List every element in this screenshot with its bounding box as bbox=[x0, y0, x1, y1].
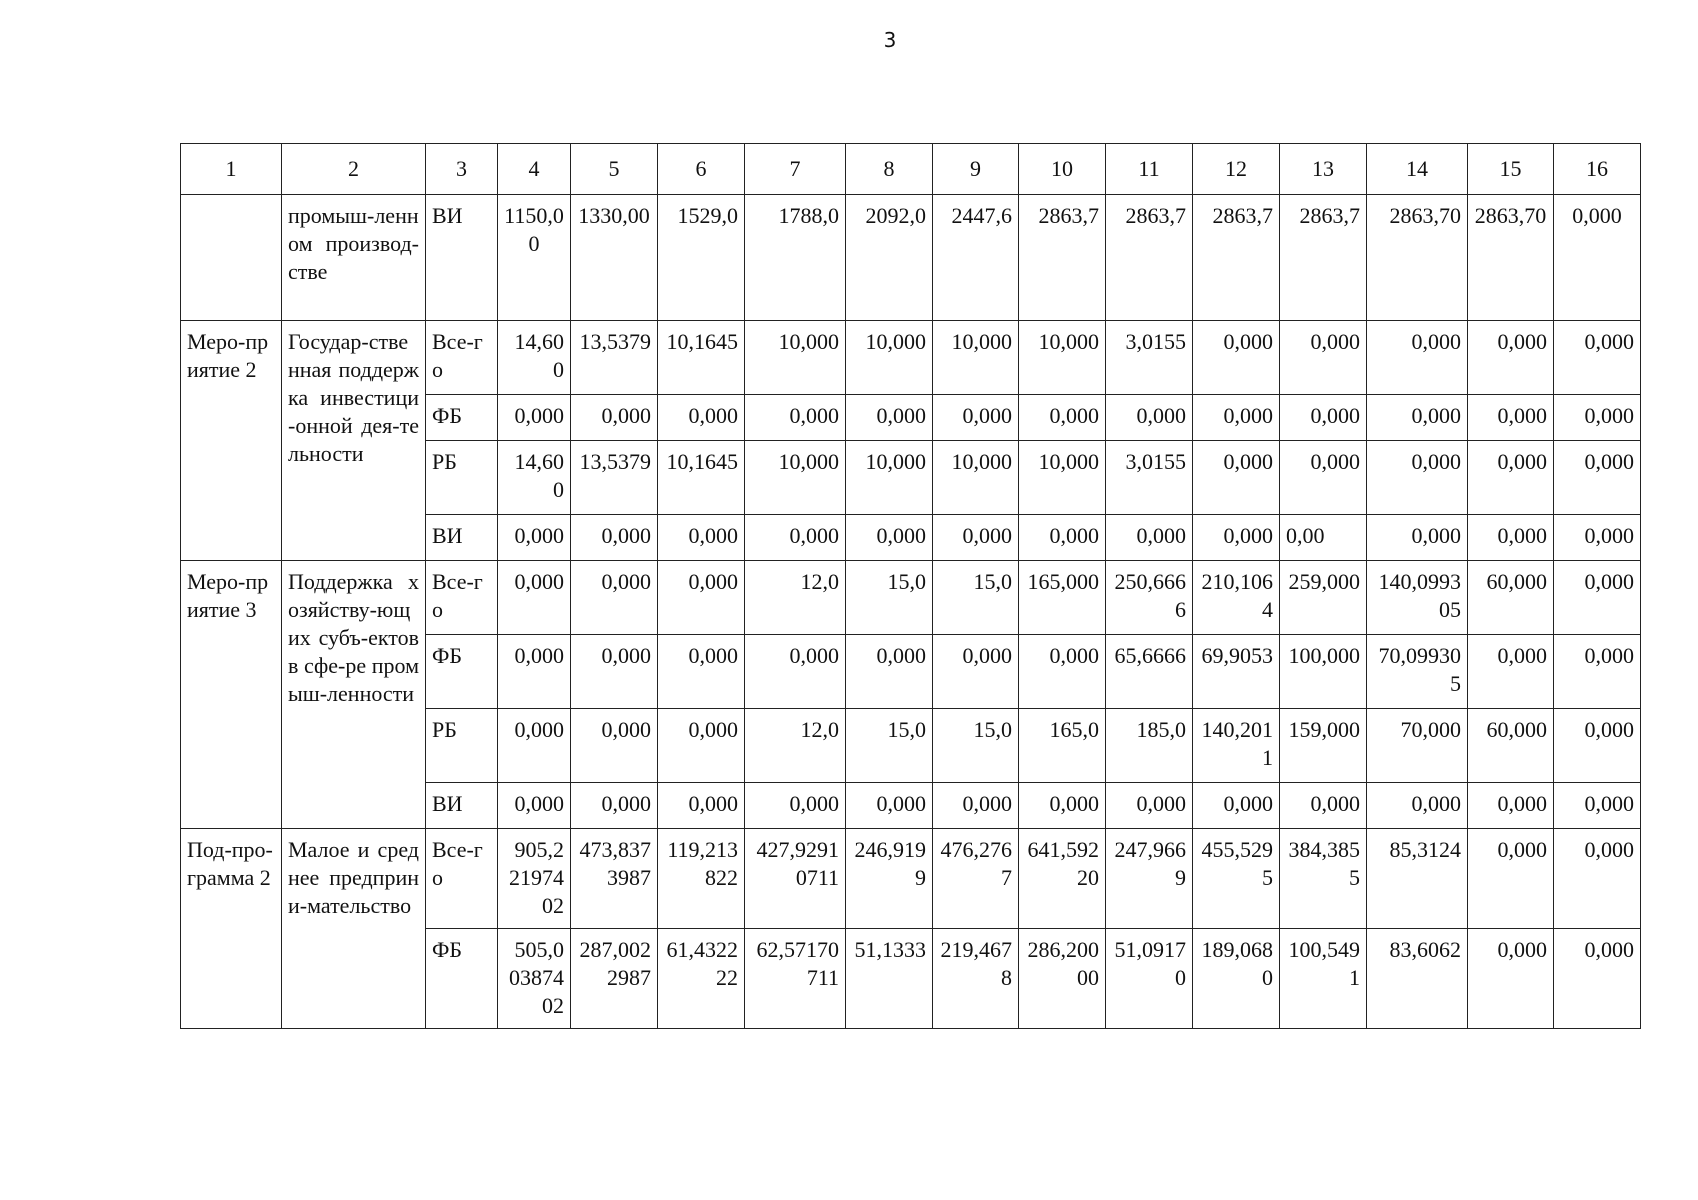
value-cell: 0,000 bbox=[846, 395, 933, 441]
value-cell: 246,9199 bbox=[846, 829, 933, 929]
value-cell: 0,000 bbox=[1554, 929, 1641, 1029]
value-cell: 69,9053 bbox=[1193, 635, 1280, 709]
value-cell: 1529,0 bbox=[658, 195, 745, 321]
value-cell: 0,000 bbox=[1468, 929, 1554, 1029]
value-cell: 10,1645 bbox=[658, 321, 745, 395]
value-cell: 0,000 bbox=[1554, 395, 1641, 441]
value-cell: 15,0 bbox=[846, 709, 933, 783]
value-cell: 247,9669 bbox=[1106, 829, 1193, 929]
value-cell: 2863,7 bbox=[1106, 195, 1193, 321]
header-row bbox=[181, 144, 1641, 195]
value-cell: 85,3124 bbox=[1367, 829, 1468, 929]
column-number-header: 10 bbox=[1019, 144, 1106, 195]
value-cell: 0,000 bbox=[571, 783, 658, 829]
value-cell: 10,000 bbox=[745, 441, 846, 515]
value-cell: 0,000 bbox=[1468, 783, 1554, 829]
funding-source-cell: ФБ bbox=[426, 929, 498, 1029]
value-cell: 0,00 bbox=[1280, 515, 1367, 561]
value-cell: 0,000 bbox=[933, 635, 1019, 709]
column-number-header: 16 bbox=[1554, 144, 1641, 195]
value-cell: 0,000 bbox=[1193, 395, 1280, 441]
value-cell: 0,000 bbox=[1019, 783, 1106, 829]
value-cell: 0,000 bbox=[1280, 321, 1367, 395]
value-cell: 0,000 bbox=[498, 395, 571, 441]
value-cell: 15,0 bbox=[933, 709, 1019, 783]
value-cell: 10,000 bbox=[745, 321, 846, 395]
value-cell: 905,22197402 bbox=[498, 829, 571, 929]
value-cell: 0,000 bbox=[1019, 515, 1106, 561]
value-cell: 0,000 bbox=[1367, 321, 1468, 395]
value-cell: 0,000 bbox=[1554, 783, 1641, 829]
value-cell: 259,000 bbox=[1280, 561, 1367, 635]
value-cell: 2863,70 bbox=[1468, 195, 1554, 321]
column-number-header: 8 bbox=[846, 144, 933, 195]
funding-source-cell: ФБ bbox=[426, 635, 498, 709]
value-cell: 0,000 bbox=[1019, 395, 1106, 441]
value-cell: 1330,00 bbox=[571, 195, 658, 321]
value-cell: 250,6666 bbox=[1106, 561, 1193, 635]
value-cell: 14,600 bbox=[498, 441, 571, 515]
value-cell: 0,000 bbox=[1554, 561, 1641, 635]
column-number-header: 6 bbox=[658, 144, 745, 195]
value-cell: 0,000 bbox=[933, 515, 1019, 561]
funding-source-cell: Все-го bbox=[426, 561, 498, 635]
value-cell: 0,000 bbox=[571, 395, 658, 441]
value-cell: 0,000 bbox=[1554, 709, 1641, 783]
value-cell: 0,000 bbox=[1554, 321, 1641, 395]
value-cell: 0,000 bbox=[571, 709, 658, 783]
column-number-header: 2 bbox=[282, 144, 426, 195]
table-row bbox=[181, 321, 1641, 395]
value-cell: 60,000 bbox=[1468, 709, 1554, 783]
value-cell: 0,000 bbox=[658, 515, 745, 561]
column-number-header: 7 bbox=[745, 144, 846, 195]
value-cell: 455,5295 bbox=[1193, 829, 1280, 929]
value-cell: 0,000 bbox=[745, 395, 846, 441]
value-cell: 0,000 bbox=[1193, 515, 1280, 561]
value-cell: 0,000 bbox=[745, 635, 846, 709]
value-cell: 65,6666 bbox=[1106, 635, 1193, 709]
table-body bbox=[181, 144, 1641, 1029]
value-cell: 12,0 bbox=[745, 561, 846, 635]
value-cell: 10,000 bbox=[846, 321, 933, 395]
value-cell: 100,000 bbox=[1280, 635, 1367, 709]
value-cell: 15,0 bbox=[933, 561, 1019, 635]
value-cell: 13,5379 bbox=[571, 441, 658, 515]
funding-source-cell: ФБ bbox=[426, 395, 498, 441]
value-cell: 62,57170711 bbox=[745, 929, 846, 1029]
value-cell: 0,000 bbox=[1468, 635, 1554, 709]
value-cell: 505,00387402 bbox=[498, 929, 571, 1029]
value-cell: 0,000 bbox=[1468, 829, 1554, 929]
table-row bbox=[181, 829, 1641, 929]
value-cell: 0,000 bbox=[658, 561, 745, 635]
value-cell: 165,000 bbox=[1019, 561, 1106, 635]
page-number: 3 bbox=[883, 28, 897, 52]
item-label-cell: Под-про-грамма 2 bbox=[181, 829, 282, 1029]
value-cell: 0,000 bbox=[1554, 829, 1641, 929]
value-cell: 165,0 bbox=[1019, 709, 1106, 783]
value-cell: 2447,6 bbox=[933, 195, 1019, 321]
table-row bbox=[181, 195, 1641, 321]
value-cell: 140,2011 bbox=[1193, 709, 1280, 783]
value-cell: 0,000 bbox=[1106, 515, 1193, 561]
column-number-header: 12 bbox=[1193, 144, 1280, 195]
value-cell: 0,000 bbox=[1468, 441, 1554, 515]
value-cell: 0,000 bbox=[1554, 635, 1641, 709]
value-cell: 384,3855 bbox=[1280, 829, 1367, 929]
value-cell: 0,000 bbox=[1280, 783, 1367, 829]
value-cell: 15,0 bbox=[846, 561, 933, 635]
value-cell: 51,09170 bbox=[1106, 929, 1193, 1029]
value-cell: 0,000 bbox=[1367, 783, 1468, 829]
value-cell: 0,000 bbox=[1367, 441, 1468, 515]
value-cell: 0,000 bbox=[1367, 515, 1468, 561]
value-cell: 473,8373987 bbox=[571, 829, 658, 929]
table-row bbox=[181, 561, 1641, 635]
item-description-cell: Малое и среднее предприни-мательство bbox=[282, 829, 426, 1029]
value-cell: 0,000 bbox=[1280, 395, 1367, 441]
column-number-header: 1 bbox=[181, 144, 282, 195]
item-description-cell: Государ-ственная поддержка инвестици-онной дея-тельности bbox=[282, 321, 426, 561]
value-cell: 0,000 bbox=[498, 561, 571, 635]
value-cell: 0,000 bbox=[1554, 441, 1641, 515]
value-cell: 10,000 bbox=[933, 441, 1019, 515]
value-cell: 0,000 bbox=[1280, 441, 1367, 515]
value-cell: 2863,70 bbox=[1367, 195, 1468, 321]
value-cell: 119,213822 bbox=[658, 829, 745, 929]
value-cell: 0,000 bbox=[1193, 441, 1280, 515]
value-cell: 2863,7 bbox=[1193, 195, 1280, 321]
value-cell: 0,000 bbox=[1019, 635, 1106, 709]
value-cell: 210,1064 bbox=[1193, 561, 1280, 635]
value-cell: 0,000 bbox=[1367, 395, 1468, 441]
value-cell: 476,2767 bbox=[933, 829, 1019, 929]
value-cell: 641,59220 bbox=[1019, 829, 1106, 929]
item-description-cell: промыш-ленном производ-стве bbox=[282, 195, 426, 321]
funding-source-cell: ВИ bbox=[426, 515, 498, 561]
value-cell: 3,0155 bbox=[1106, 441, 1193, 515]
value-cell: 1150,00 bbox=[498, 195, 571, 321]
value-cell: 0,000 bbox=[933, 783, 1019, 829]
value-cell: 12,0 bbox=[745, 709, 846, 783]
column-number-header: 5 bbox=[571, 144, 658, 195]
funding-source-cell: ВИ bbox=[426, 195, 498, 321]
value-cell: 0,000 bbox=[1554, 515, 1641, 561]
funding-source-cell: Все-го bbox=[426, 321, 498, 395]
value-cell: 0,000 bbox=[1468, 321, 1554, 395]
column-number-header: 9 bbox=[933, 144, 1019, 195]
value-cell: 83,6062 bbox=[1367, 929, 1468, 1029]
column-number-header: 4 bbox=[498, 144, 571, 195]
value-cell: 10,000 bbox=[1019, 441, 1106, 515]
column-number-header: 14 bbox=[1367, 144, 1468, 195]
item-label-cell: Меро-приятие 2 bbox=[181, 321, 282, 561]
value-cell: 0,000 bbox=[498, 783, 571, 829]
column-number-header: 13 bbox=[1280, 144, 1367, 195]
value-cell: 10,000 bbox=[933, 321, 1019, 395]
value-cell: 0,000 bbox=[1468, 395, 1554, 441]
value-cell: 0,000 bbox=[1106, 395, 1193, 441]
value-cell: 1788,0 bbox=[745, 195, 846, 321]
value-cell: 0,000 bbox=[658, 635, 745, 709]
value-cell: 0,000 bbox=[571, 635, 658, 709]
value-cell: 0,000 bbox=[571, 515, 658, 561]
value-cell: 0,000 bbox=[1193, 321, 1280, 395]
value-cell: 70,000 bbox=[1367, 709, 1468, 783]
value-cell: 140,099305 bbox=[1367, 561, 1468, 635]
value-cell: 10,000 bbox=[1019, 321, 1106, 395]
funding-source-cell: РБ bbox=[426, 441, 498, 515]
value-cell: 100,5491 bbox=[1280, 929, 1367, 1029]
value-cell: 0,000 bbox=[658, 709, 745, 783]
value-cell: 287,0022987 bbox=[571, 929, 658, 1029]
funding-table bbox=[180, 143, 1641, 1029]
value-cell: 0,000 bbox=[846, 783, 933, 829]
item-description-cell: Поддержка хозяйству-ющих субъ-ектов в сфе-ре промыш-ленности bbox=[282, 561, 426, 829]
value-cell: 0,000 bbox=[933, 395, 1019, 441]
value-cell: 60,000 bbox=[1468, 561, 1554, 635]
value-cell: 286,20000 bbox=[1019, 929, 1106, 1029]
value-cell: 10,1645 bbox=[658, 441, 745, 515]
value-cell: 0,000 bbox=[745, 515, 846, 561]
value-cell: 10,000 bbox=[846, 441, 933, 515]
value-cell: 0,000 bbox=[498, 635, 571, 709]
value-cell: 185,0 bbox=[1106, 709, 1193, 783]
value-cell: 70,099305 bbox=[1367, 635, 1468, 709]
value-cell: 0,000 bbox=[571, 561, 658, 635]
value-cell: 0,000 bbox=[1554, 195, 1641, 321]
value-cell: 0,000 bbox=[846, 515, 933, 561]
value-cell: 427,92910711 bbox=[745, 829, 846, 929]
value-cell: 13,5379 bbox=[571, 321, 658, 395]
value-cell: 159,000 bbox=[1280, 709, 1367, 783]
value-cell: 0,000 bbox=[1193, 783, 1280, 829]
funding-source-cell: ВИ bbox=[426, 783, 498, 829]
value-cell: 219,4678 bbox=[933, 929, 1019, 1029]
value-cell: 189,0680 bbox=[1193, 929, 1280, 1029]
value-cell: 2863,7 bbox=[1280, 195, 1367, 321]
value-cell: 0,000 bbox=[498, 515, 571, 561]
value-cell: 0,000 bbox=[1106, 783, 1193, 829]
value-cell: 0,000 bbox=[846, 635, 933, 709]
value-cell: 0,000 bbox=[1468, 515, 1554, 561]
value-cell: 0,000 bbox=[658, 395, 745, 441]
value-cell: 0,000 bbox=[658, 783, 745, 829]
value-cell: 14,600 bbox=[498, 321, 571, 395]
value-cell: 0,000 bbox=[745, 783, 846, 829]
funding-source-cell: РБ bbox=[426, 709, 498, 783]
column-number-header: 15 bbox=[1468, 144, 1554, 195]
funding-source-cell: Все-го bbox=[426, 829, 498, 929]
value-cell: 51,1333 bbox=[846, 929, 933, 1029]
column-number-header: 11 bbox=[1106, 144, 1193, 195]
value-cell: 0,000 bbox=[498, 709, 571, 783]
value-cell: 2092,0 bbox=[846, 195, 933, 321]
value-cell: 3,0155 bbox=[1106, 321, 1193, 395]
item-label-cell bbox=[181, 195, 282, 321]
item-label-cell: Меро-приятие 3 bbox=[181, 561, 282, 829]
value-cell: 2863,7 bbox=[1019, 195, 1106, 321]
column-number-header: 3 bbox=[426, 144, 498, 195]
value-cell: 61,432222 bbox=[658, 929, 745, 1029]
